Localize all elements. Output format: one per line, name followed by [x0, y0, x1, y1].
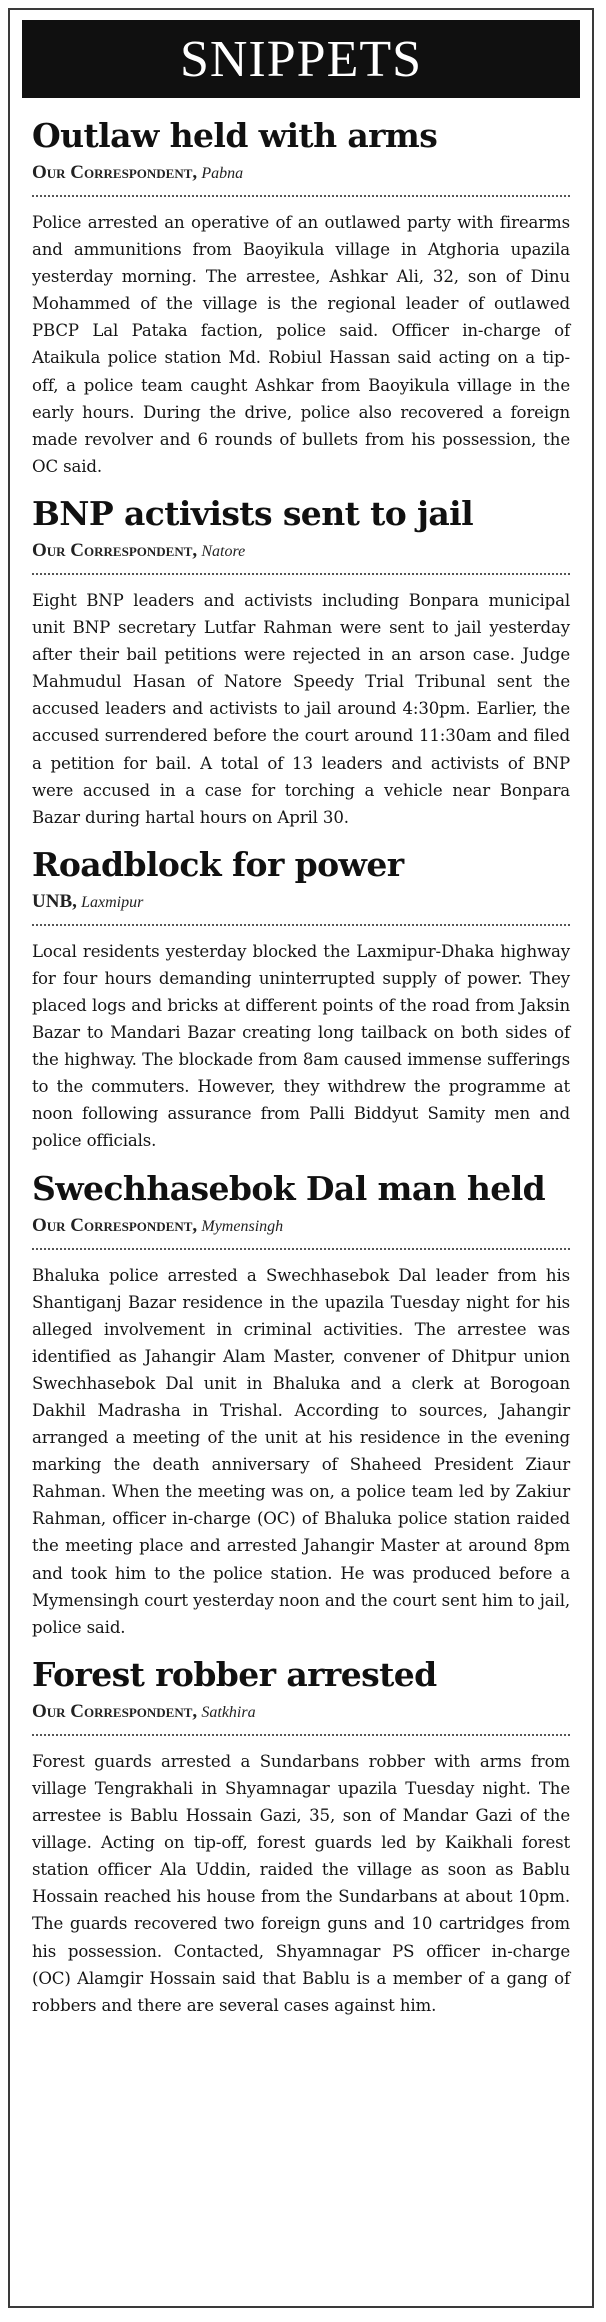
byline-author: Our Correspondent,: [32, 1700, 198, 1722]
story-headline: BNP activists sent to jail: [32, 493, 474, 533]
story-body: Eight BNP leaders and activists including Bonpara municipal unit BNP secretary Lutfar Rahman were sent to jail yesterday after their bail petitions were rejected in an arson case. Judge Mahmudul Hasan of Natore Speedy Trial Tribunal sent the accused leaders and activists to jail around 4:30pm. Earlier, the accused surrendered before the court around 11:30am and filed a petition for bail. A total of 13 leaders and activists of BNP were accused in a case for torching a vehicle near Bonpara Bazar during hartal hours on April 30.: [32, 590, 570, 827]
story-headline: Roadblock for power: [32, 844, 404, 884]
story-body: Local residents yesterday blocked the Laxmipur-Dhaka highway for four hours demanding uninterrupted supply of power. They placed logs and bricks at different points of the road from Jaksin Bazar to Mandari Bazar creating long tailback on both sides of the highway. The blockade from 8am caused immense sufferings to the commuters. However, they withdrew the programme at noon following assurance from Palli Biddyut Samity men and police officials.: [32, 941, 570, 1151]
section-title: SNIPPETS: [179, 30, 423, 88]
dotted-divider: [32, 195, 570, 197]
news-item: [32, 1655, 570, 2019]
byline-location: Satkhira: [201, 1703, 256, 1721]
section-banner: [22, 20, 580, 98]
story-body: Forest guards arrested a Sundarbans robber with arms from village Tengrakhali in Shyamnagar upazila Tuesday night. The arrestee is Bablu Hossain Gazi, 35, son of Mandar Gazi of the village. Acting on tip-off, forest guards led by Kaikhali forest station officer Ala Uddin, raided the village as soon as Bablu Hossain reached his house from the Sundarbans at about 10pm. The guards recovered two foreign guns and 10 cartridges from his possession. Contacted, Shyamnagar PS officer in-charge (OC) Alamgir Hossain said that Bablu is a member of a gang of robbers and there are several cases against him.: [32, 1751, 570, 2015]
byline-location: Natore: [201, 542, 246, 560]
news-item: [32, 116, 570, 480]
dotted-divider: [32, 1248, 570, 1250]
news-item: [32, 494, 570, 831]
story-headline: Swechhasebok Dal man held: [32, 1168, 546, 1208]
story-list: [10, 116, 592, 2019]
story-headline: Outlaw held with arms: [32, 116, 438, 155]
byline-location: Laxmipur: [81, 893, 144, 911]
story-byline: [32, 1215, 570, 1238]
news-item: [32, 845, 570, 1155]
story-headline: Forest robber arrested: [32, 1654, 437, 1694]
story-byline: [32, 540, 570, 563]
news-item: [32, 1169, 570, 1641]
byline-author: Our Correspondent,: [32, 1214, 198, 1236]
story-body: Bhaluka police arrested a Swechhasebok Dal leader from his Shantiganj Bazar residence in the upazila Tuesday night for his alleged involvement in criminal activities. The arrestee was identified as Jahangir Alam Master, convener of Dhitpur union Swechhasebok Dal unit in Bhaluka and a clerk at Borogoan Dakhil Madrasha in Trishal. According to sources, Jahangir arranged a meeting of the unit at his residence in the evening marking the death anniversary of Shaheed President Ziaur Rahman. When the meeting was on, a police team led by Zakiur Rahman, officer in-charge (OC) of Bhaluka police station raided the meeting place and arrested Jahangir Master at around 8pm and took him to the police station. He was produced before a Mymensingh court yesterday noon and the court sent him to jail, police said.: [32, 1265, 570, 1637]
dotted-divider: [32, 1734, 570, 1736]
byline-location: Mymensingh: [201, 1217, 284, 1235]
byline-author: UNB,: [32, 890, 77, 912]
news-column: [8, 8, 594, 2308]
story-byline: [32, 891, 570, 914]
story-byline: [32, 162, 570, 185]
story-body: Police arrested an operative of an outlawed party with firearms and ammunitions from Baoyikula village in Atghoria upazila yesterday morning. The arrestee, Ashkar Ali, 32, son of Dinu Mohammed of the village is the regional leader of outlawed PBCP Lal Pataka faction, police said. Officer in-charge of Ataikula police station Md. Robiul Hassan said acting on a tip-off, a police team caught Ashkar from Baoyikula village in the early hours. During the drive, police also recovered a foreign made revolver and 6 rounds of bullets from his possession, the OC said.: [32, 213, 570, 476]
dotted-divider: [32, 573, 570, 575]
dotted-divider: [32, 924, 570, 926]
byline-author: Our Correspondent,: [32, 539, 198, 561]
byline-author: Our Correspondent,: [32, 162, 198, 183]
story-byline: [32, 1701, 570, 1724]
byline-location: Pabna: [201, 165, 244, 182]
